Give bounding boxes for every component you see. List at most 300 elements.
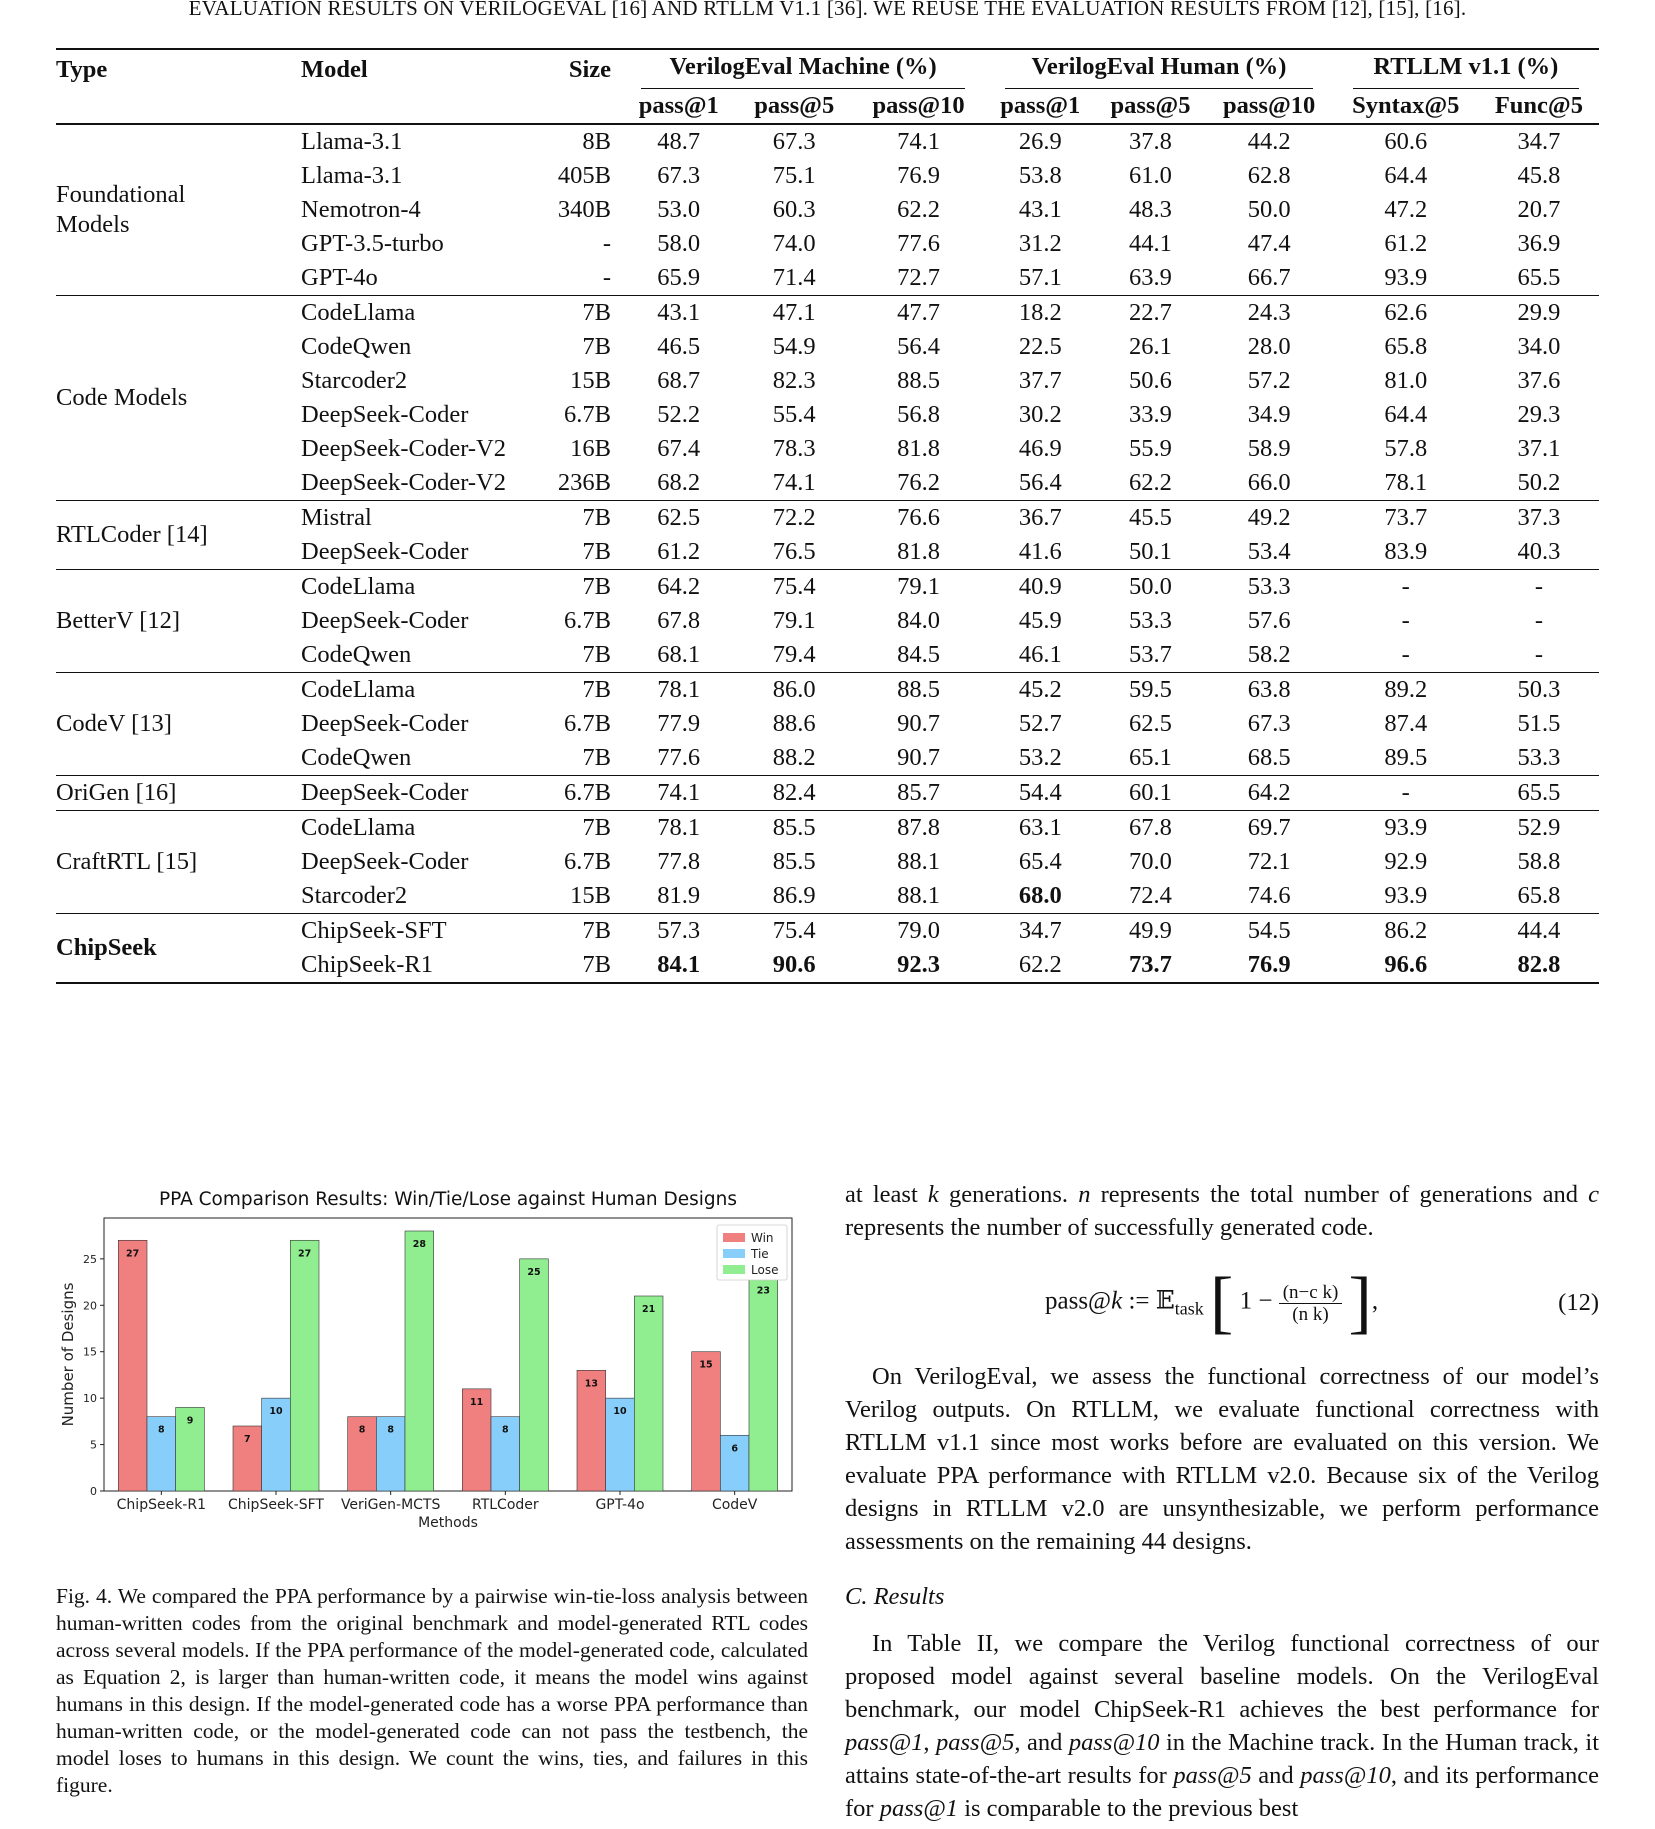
header-group-rtllm-label: RTLLM v1.1 (%) (1373, 53, 1559, 80)
value-cell: 65.8 (1384, 333, 1428, 360)
value-cell: 75.4 (736, 914, 851, 949)
value-cell: 37.6 (1517, 367, 1561, 394)
value-cell: 51.5 (1517, 710, 1561, 737)
size-cell: 236B (557, 469, 611, 496)
value-cell: 24.3 (1206, 296, 1333, 331)
value-cell: 65.5 (1479, 776, 1599, 811)
value-cell: 57.8 (1384, 435, 1428, 462)
value-cell: 73.7 (1333, 501, 1479, 536)
y-tick-label: 0 (90, 1485, 97, 1498)
model-cell: ChipSeek-R1 (301, 951, 434, 978)
value-cell: 56.4 (897, 333, 940, 360)
size-cell: 15B (570, 882, 611, 909)
value-cell: - (1333, 570, 1479, 605)
header-sub: Func@5 (1494, 92, 1583, 119)
value-cell: 43.1 (621, 296, 736, 331)
x-tick-label: CodeV (711, 1497, 758, 1513)
paragraph-generations: at least k generations. n represents the total number of generations and c represents the number of successfully generated code. (845, 1181, 1599, 1241)
header-model: Model (301, 55, 368, 83)
value-cell: 74.1 (897, 128, 940, 155)
value-cell: 76.9 (1247, 951, 1291, 978)
value-cell: 74.1 (772, 469, 816, 496)
value-cell: 46.9 (1018, 435, 1062, 462)
value-cell: 62.5 (621, 501, 736, 536)
value-cell: 82.8 (1517, 951, 1561, 978)
value-cell: 84.5 (897, 641, 940, 668)
size-cell: 15B (570, 367, 611, 394)
value-cell: 63.8 (1206, 673, 1333, 708)
value-cell: 37.7 (1018, 367, 1062, 394)
value-cell: 65.9 (657, 264, 701, 291)
value-cell: 81.0 (1384, 367, 1428, 394)
value-cell: 26.1 (1129, 333, 1172, 360)
value-cell: - (1401, 607, 1410, 634)
value-cell: 76.5 (772, 538, 816, 565)
value-cell: 56.4 (1018, 469, 1062, 496)
bar-lose (749, 1277, 778, 1491)
bar-value-label: 21 (642, 1304, 656, 1315)
value-cell: 64.4 (1384, 162, 1428, 189)
value-cell: 47.1 (736, 296, 851, 331)
value-cell: 37.1 (1517, 435, 1561, 462)
header-sub: pass@10 (872, 92, 965, 119)
bar-lose (405, 1231, 434, 1491)
value-cell: 71.4 (772, 264, 816, 291)
value-cell: 58.8 (1517, 848, 1561, 875)
x-tick-label: GPT-4o (595, 1497, 645, 1513)
value-cell: 93.9 (1384, 264, 1428, 291)
value-cell: 53.8 (1018, 162, 1062, 189)
header-group-machine-label: VerilogEval Machine (%) (669, 53, 937, 80)
model-cell: DeepSeek-Coder (301, 607, 469, 634)
table-caption (0, 0, 1655, 21)
bar-value-label: 11 (470, 1396, 484, 1408)
value-cell: 50.2 (1517, 469, 1561, 496)
value-cell: 65.4 (1018, 848, 1062, 875)
value-cell: 68.2 (657, 469, 701, 496)
value-cell: 61.2 (657, 538, 701, 565)
legend-swatch (723, 1233, 745, 1242)
value-cell: 78.1 (1384, 469, 1428, 496)
value-cell: 87.8 (852, 811, 985, 846)
value-cell: - (1333, 776, 1479, 811)
value-cell: 64.4 (1384, 401, 1428, 428)
value-cell: 65.5 (1517, 264, 1561, 291)
value-cell: 78.3 (772, 435, 816, 462)
header-sub: Syntax@5 (1352, 92, 1460, 119)
value-cell: 88.5 (897, 367, 940, 394)
value-cell: 43.1 (1018, 196, 1062, 223)
model-cell: CodeLlama (301, 811, 541, 846)
value-cell: 74.0 (772, 230, 816, 257)
bar-win (692, 1352, 721, 1491)
value-cell: 90.7 (897, 710, 940, 737)
value-cell: 81.8 (897, 435, 940, 462)
size-cell: 16B (570, 435, 611, 462)
section-heading-results: C. Results (845, 1583, 945, 1610)
value-cell: 85.5 (772, 848, 816, 875)
bar-value-label: 8 (502, 1424, 509, 1436)
header-group-human (985, 49, 1333, 89)
value-cell: 72.7 (897, 264, 940, 291)
value-cell: 86.0 (736, 673, 851, 708)
bar-value-label: 25 (527, 1266, 541, 1278)
size-cell: 7B (541, 501, 621, 536)
value-cell: 52.2 (657, 401, 701, 428)
value-cell: 28.0 (1247, 333, 1291, 360)
size-cell: - (602, 230, 611, 257)
value-cell: 34.0 (1517, 333, 1561, 360)
value-cell: 83.9 (1384, 538, 1428, 565)
model-cell: DeepSeek-Coder (301, 710, 469, 737)
bar-value-label: 8 (387, 1424, 394, 1436)
model-cell: CodeQwen (301, 641, 412, 668)
group-type-cell: Code Models (56, 296, 301, 501)
table-row (56, 570, 1599, 605)
y-tick-label: 25 (83, 1252, 97, 1266)
size-cell: 6.7B (541, 776, 621, 811)
legend-label: Win (751, 1231, 774, 1245)
value-cell: 62.2 (897, 196, 940, 223)
value-cell: 90.7 (897, 744, 940, 771)
value-cell: 85.7 (852, 776, 985, 811)
bar-value-label: 27 (126, 1248, 140, 1260)
value-cell: 55.9 (1129, 435, 1172, 462)
model-cell: CodeLlama (301, 570, 541, 605)
value-cell: 60.1 (1095, 776, 1205, 811)
value-cell: 73.7 (1129, 951, 1172, 978)
bar-value-label: 10 (613, 1406, 627, 1418)
value-cell: 67.3 (1247, 710, 1291, 737)
value-cell: 77.6 (897, 230, 940, 257)
value-cell: 54.5 (1206, 914, 1333, 949)
value-cell: 72.4 (1129, 882, 1172, 909)
value-cell: 47.7 (852, 296, 985, 331)
value-cell: 31.2 (1018, 230, 1062, 257)
value-cell: 81.9 (657, 882, 701, 909)
value-cell: 45.2 (985, 673, 1095, 708)
value-cell: 50.1 (1129, 538, 1172, 565)
group-type-cell: Foundational Models (56, 181, 186, 238)
value-cell: 33.9 (1129, 401, 1172, 428)
value-cell: 57.6 (1247, 607, 1291, 634)
y-tick-label: 10 (83, 1392, 97, 1406)
legend-label: Tie (751, 1247, 769, 1261)
value-cell: 54.4 (985, 776, 1095, 811)
x-tick-label: VeriGen-MCTS (340, 1497, 441, 1513)
size-cell: 7B (541, 296, 621, 331)
value-cell: 86.9 (772, 882, 816, 909)
bar-value-label: 8 (358, 1424, 366, 1436)
value-cell: 62.8 (1247, 162, 1291, 189)
model-cell: CodeLlama (301, 296, 541, 331)
value-cell: - (1534, 607, 1543, 634)
value-cell: 49.9 (1095, 914, 1205, 949)
table-row (56, 296, 1599, 331)
model-cell: CodeLlama (301, 673, 541, 708)
size-cell: 340B (557, 196, 611, 223)
value-cell: 48.7 (657, 128, 701, 155)
y-axis-label: Number of Designs (59, 1282, 77, 1427)
model-cell: DeepSeek-Coder-V2 (301, 435, 506, 462)
value-cell: 87.4 (1384, 710, 1428, 737)
model-cell: DeepSeek-Coder (301, 848, 469, 875)
size-cell: 7B (582, 744, 611, 771)
model-cell: CodeQwen (301, 744, 412, 771)
value-cell: 50.0 (1095, 570, 1205, 605)
figure-caption: Fig. 4. We compared the PPA performance by a pairwise win-tie-loss analysis between human-written codes from the original benchmark and model-generated RTL codes across several models. If the PPA performance of the model-generated code, calculated as Equation 2, is larger than human-written code, it means the model wins against humans in this design. If the model-generated code has a worse PPA performance than human-written code, or the model-generated code can not pass the testbench, the model loses to humans in this design. We count the wins, ties, and failures in this figure. (56, 1584, 808, 1797)
model-cell: DeepSeek-Coder (301, 538, 469, 565)
size-cell: 6.7B (564, 401, 611, 428)
y-tick-label: 20 (83, 1299, 97, 1313)
value-cell: 58.0 (657, 230, 701, 257)
value-cell: 29.9 (1479, 296, 1599, 331)
model-cell: Starcoder2 (301, 367, 408, 394)
value-cell: 53.3 (1517, 744, 1561, 771)
table-row (56, 811, 1599, 846)
value-cell: 79.1 (772, 607, 816, 634)
value-cell: 50.6 (1129, 367, 1172, 394)
value-cell: 88.1 (897, 882, 940, 909)
model-cell: ChipSeek-SFT (301, 914, 541, 949)
value-cell: 74.1 (621, 776, 736, 811)
header-size: Size (568, 55, 611, 83)
bar-lose (290, 1240, 319, 1491)
value-cell: 18.2 (985, 296, 1095, 331)
bar-value-label: 8 (158, 1424, 165, 1436)
value-cell: 50.3 (1479, 673, 1599, 708)
size-cell: 7B (582, 538, 611, 565)
value-cell: 82.3 (772, 367, 816, 394)
value-cell: 44.4 (1479, 914, 1599, 949)
value-cell: 70.0 (1129, 848, 1172, 875)
model-cell: DeepSeek-Coder (301, 401, 469, 428)
value-cell: 53.3 (1206, 570, 1333, 605)
value-cell: 52.7 (1018, 710, 1062, 737)
value-cell: 46.5 (657, 333, 701, 360)
size-cell: 7B (582, 333, 611, 360)
header-sub: pass@5 (1110, 92, 1191, 119)
paragraph-evaluation: On VerilogEval, we assess the functional correctness of our model’s Verilog outputs. On RTLLM, we evaluate functional correctness with RTLLM v1.1 since most works before are evaluated on this version. We evaluate PPA performance with RTLLM v2.0. Because six of the Verilog designs in RTLLM v2.0 are unsynthesizable, we perform performance assessments on the remaining 44 designs. (845, 1363, 1599, 1555)
value-cell: 54.9 (772, 333, 816, 360)
header-sub: pass@1 (638, 92, 719, 119)
value-cell: 29.3 (1517, 401, 1561, 428)
table-row (56, 914, 1599, 949)
size-cell: 7B (541, 673, 621, 708)
equation-fraction: $\frac{\text{(n−c k)}}{\text{(n k)}}$ (1279, 1282, 1343, 1325)
value-cell: 62.2 (1018, 951, 1062, 978)
value-cell: 64.2 (1206, 776, 1333, 811)
value-cell: 69.7 (1206, 811, 1333, 846)
value-cell: 53.0 (657, 196, 701, 223)
value-cell: 57.2 (1247, 367, 1291, 394)
value-cell: 77.8 (657, 848, 701, 875)
header-group-rtllm (1333, 49, 1599, 89)
value-cell: 36.7 (985, 501, 1095, 536)
header-sub: pass@5 (754, 92, 835, 119)
value-cell: 34.7 (1517, 128, 1561, 155)
value-cell: 89.2 (1333, 673, 1479, 708)
table-header-row-2 (56, 89, 1599, 124)
value-cell: - (1401, 641, 1410, 668)
x-axis-label: Methods (418, 1515, 478, 1531)
value-cell: 67.3 (657, 162, 701, 189)
model-cell: Nemotron-4 (301, 196, 421, 223)
value-cell: 92.3 (897, 951, 940, 978)
group-type-cell: BetterV [12] (56, 570, 301, 673)
value-cell: 60.3 (772, 196, 816, 223)
group-type-cell: ChipSeek (56, 914, 301, 984)
value-cell: 53.2 (1018, 744, 1062, 771)
value-cell: 67.8 (657, 607, 701, 634)
bar-value-label: 15 (699, 1359, 713, 1371)
size-cell: 7B (582, 641, 611, 668)
value-cell: 76.9 (897, 162, 940, 189)
value-cell: 67.8 (1095, 811, 1205, 846)
value-cell: 44.1 (1129, 230, 1172, 257)
value-cell: 66.7 (1247, 264, 1291, 291)
model-cell: DeepSeek-Coder-V2 (301, 469, 506, 496)
value-cell: 57.1 (1018, 264, 1062, 291)
model-cell: Llama-3.1 (301, 128, 403, 155)
value-cell: 61.2 (1384, 230, 1428, 257)
legend-label: Lose (751, 1263, 779, 1277)
value-cell: 93.9 (1384, 882, 1428, 909)
value-cell: 47.2 (1384, 196, 1428, 223)
paragraph-results: In Table II, we compare the Verilog functional correctness of our proposed model against several baseline models. On the VerilogEval benchmark, our model ChipSeek-R1 achieves the best performance for pass@1, pass@5, and pass@10 in the Machine track. In the Human track, it attains state-of-the-art results for pass@5 and pass@10, and its performance for pass@1 is comparable to the previous best (845, 1630, 1600, 1822)
value-cell: 22.5 (1018, 333, 1062, 360)
value-cell: 45.8 (1517, 162, 1561, 189)
value-cell: 41.6 (1018, 538, 1062, 565)
value-cell: 65.1 (1129, 744, 1172, 771)
group-type-cell: CraftRTL [15] (56, 811, 301, 914)
value-cell: 40.9 (985, 570, 1095, 605)
table-row (56, 124, 1599, 159)
value-cell: 52.9 (1479, 811, 1599, 846)
size-cell: 7B (541, 811, 621, 846)
ppa-comparison-figure (56, 1180, 816, 1560)
value-cell: 77.9 (657, 710, 701, 737)
value-cell: 62.5 (1129, 710, 1172, 737)
equation-number: (12) (1558, 1289, 1599, 1316)
model-cell: DeepSeek-Coder (301, 776, 541, 811)
value-cell: 53.3 (1129, 607, 1172, 634)
value-cell: 62.6 (1333, 296, 1479, 331)
group-type-cell: OriGen [16] (56, 776, 301, 811)
bar-lose (634, 1296, 663, 1491)
size-cell: 6.7B (564, 710, 611, 737)
value-cell: 88.1 (897, 848, 940, 875)
value-cell: 92.9 (1384, 848, 1428, 875)
ppa-bar-chart (56, 1180, 816, 1560)
value-cell: 64.2 (621, 570, 736, 605)
right-column-text (845, 1178, 1599, 1825)
value-cell: 85.5 (736, 811, 851, 846)
value-cell: 58.9 (1247, 435, 1291, 462)
value-cell: 45.9 (1018, 607, 1062, 634)
value-cell: 58.2 (1247, 641, 1291, 668)
y-tick-label: 5 (90, 1438, 97, 1452)
chart-title: PPA Comparison Results: Win/Tie/Lose against Human Designs (158, 1189, 738, 1210)
bar-lose (520, 1259, 549, 1491)
value-cell: 53.4 (1247, 538, 1291, 565)
group-type-cell: CodeV [13] (56, 673, 301, 776)
table-header-row-1 (56, 49, 1599, 89)
bar-value-label: 27 (298, 1248, 312, 1260)
results-table (56, 48, 1599, 984)
header-type: Type (56, 55, 108, 83)
x-tick-label: ChipSeek-R1 (116, 1497, 207, 1513)
table-body (56, 124, 1599, 983)
value-cell: - (1534, 641, 1543, 668)
table-row (56, 501, 1599, 536)
model-cell: GPT-4o (301, 264, 378, 291)
value-cell: 46.1 (1018, 641, 1062, 668)
value-cell: 34.9 (1247, 401, 1291, 428)
value-cell: 34.7 (985, 914, 1095, 949)
bar-value-label: 10 (269, 1406, 283, 1418)
value-cell: 22.7 (1095, 296, 1205, 331)
value-cell: 79.0 (852, 914, 985, 949)
legend-swatch (723, 1265, 745, 1274)
value-cell: 75.4 (736, 570, 851, 605)
value-cell: 37.8 (1129, 128, 1172, 155)
value-cell: 88.2 (772, 744, 816, 771)
model-cell: GPT-3.5-turbo (301, 230, 444, 257)
x-tick-label: RTLCoder (471, 1497, 539, 1513)
value-cell: 66.0 (1247, 469, 1291, 496)
size-cell: 7B (541, 914, 621, 949)
y-tick-label: 15 (83, 1345, 97, 1359)
value-cell: 55.4 (772, 401, 816, 428)
size-cell: 405B (557, 162, 611, 189)
bar-value-label: 23 (756, 1285, 770, 1297)
value-cell: 47.4 (1247, 230, 1291, 257)
value-cell: 68.1 (657, 641, 701, 668)
value-cell: 79.1 (852, 570, 985, 605)
value-cell: 88.6 (772, 710, 816, 737)
value-cell: 53.7 (1129, 641, 1172, 668)
plot-frame (104, 1218, 792, 1491)
value-cell: 76.2 (897, 469, 940, 496)
value-cell: 89.5 (1384, 744, 1428, 771)
value-cell: 67.3 (772, 128, 816, 155)
group-type-cell: RTLCoder [14] (56, 501, 301, 570)
header-group-human-label: VerilogEval Human (%) (1031, 53, 1287, 80)
value-cell: 68.0 (1018, 882, 1062, 909)
model-cell: Llama-3.1 (301, 162, 403, 189)
table-caption-text: EVALUATION RESULTS ON VERILOGEVAL [16] AND RTLLM V1.1 [36]. WE REUSE THE EVALUATION RESULTS FROM [12], [15], [16]. (188, 0, 1467, 20)
value-cell: 96.6 (1384, 951, 1428, 978)
table-row (56, 673, 1599, 708)
bar-value-label: 9 (186, 1415, 194, 1427)
bar-value-label: 13 (584, 1378, 598, 1390)
value-cell: 90.6 (772, 951, 816, 978)
value-cell: 84.1 (657, 951, 701, 978)
bar-win (118, 1240, 147, 1491)
value-cell: 65.8 (1517, 882, 1561, 909)
value-cell: 56.8 (897, 401, 940, 428)
value-cell: 45.5 (1095, 501, 1205, 536)
value-cell: 50.0 (1247, 196, 1291, 223)
size-cell: 6.7B (564, 607, 611, 634)
x-tick-label: ChipSeek-SFT (228, 1497, 324, 1513)
size-cell: 6.7B (564, 848, 611, 875)
value-cell: 84.0 (897, 607, 940, 634)
value-cell: 74.6 (1247, 882, 1291, 909)
value-cell: 37.3 (1479, 501, 1599, 536)
value-cell: 78.1 (621, 673, 736, 708)
